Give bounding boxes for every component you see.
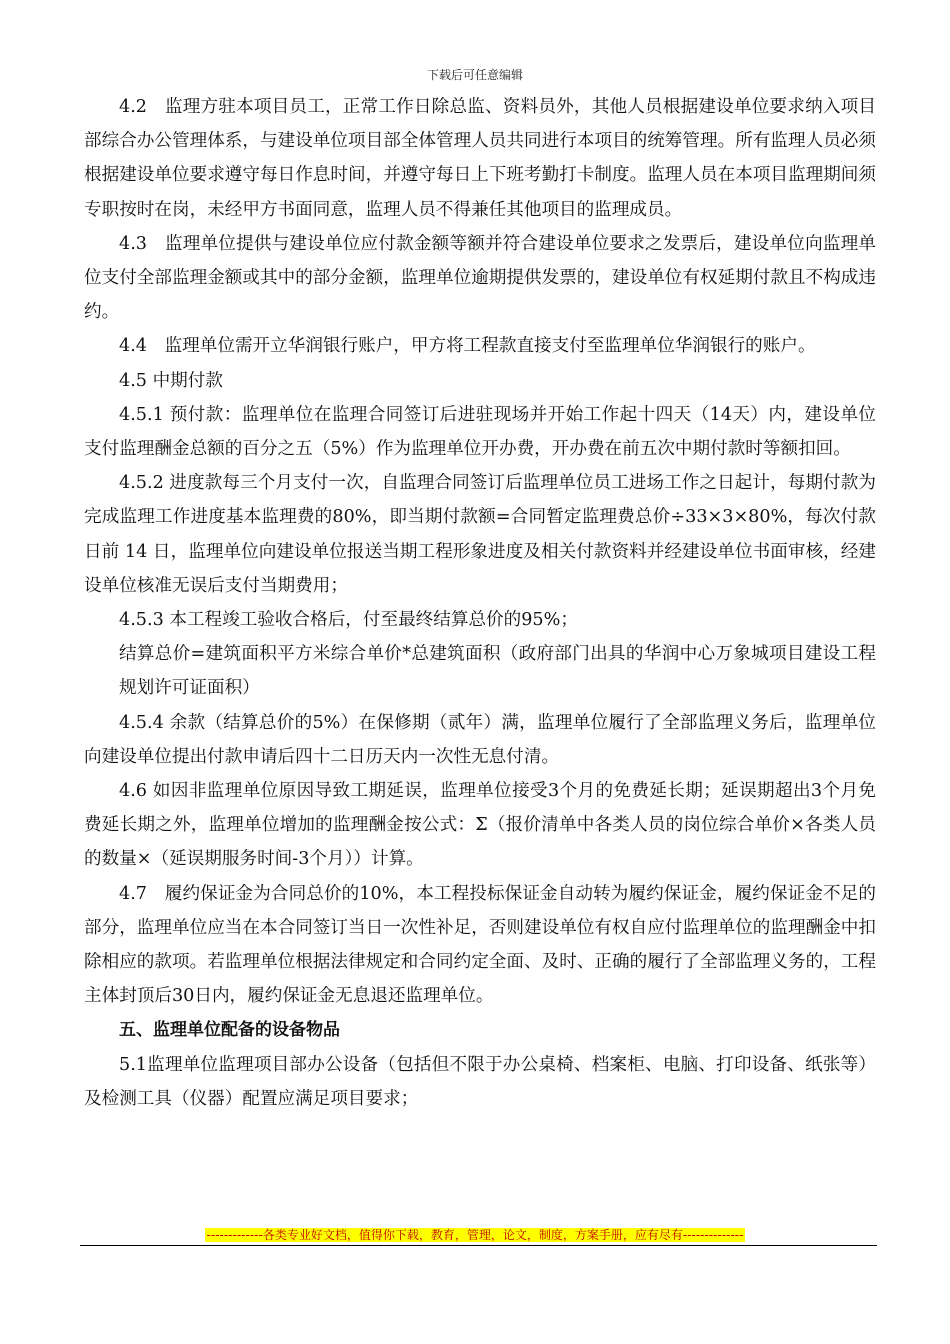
section-heading: 五、监理单位配备的设备物品 [119,1020,340,1041]
header-note: 下载后可任意编辑 [426,68,523,82]
paragraph-4-5-4: 4.5.4 余款（结算总价的5%）在保修期（贰年）满，监理单位履行了全部监理义务后，监理单位向建设单位提出付款申请后四十二日历天内一次性无息付清。 [84,712,876,767]
paragraph-4-5-1: 4.5.1 预付款：监理单位在监理合同签订后进驻现场并开始工作起十四天（14天）内，建设单位支付监理酬金总额的百分之五（5%）作为监理单位开办费，开办费在前五次中期付款时等额扣回。 [84,404,877,460]
paragraph-4-5-3: 4.5.3 本工程竣工验收合格后，付至最终结算总价的95%； [119,610,578,631]
paragraph-4-4: 4.4 监理单位需开立华润银行账户，甲方将工程款直接支付至监理单位华润银行的账户。 [119,336,816,357]
paragraph-4-3: 4.3 监理单位提供与建设单位应付款金额等额并符合建设单位要求之发票后，建设单位向监理单位支付全部监理金额或其中的部分金额，监理单位逾期提供发票的，建设单位有权延期付款且不构成违约。 [84,233,876,323]
footer-divider [80,1245,877,1246]
paragraph-4-5-2: 4.5.2 进度款每三个月支付一次，自监理合同签订后监理单位员工进场工作之日起计，每期付款为完成监理工作进度基本监理费的80%，即当期付款额=合同暂定监理费总价÷33×3×80%，每次付款日前 14 日，监理单位向建设单位报送当期工程形象进度及相关付款资料并经建设单位书面审核，经建设单位核准无误后支付当期费用； [84,473,876,596]
footer-banner-text: -------------各类专业好文档，值得你下载，教育，管理，论文，制度，方案手册，应有尽有-------------- [206,1228,744,1242]
document-body [84,90,876,1116]
footer-banner [0,1224,950,1243]
paragraph-4-6: 4.6 如因非监理单位原因导致工期延误，监理单位接受3个月的免费延长期；延误期超出3个月免费延长期之外，监理单位增加的监理酬金按公式：Σ（报价清单中各类人员的岗位综合单价×各类人员的数量×（延误期服务时间-3个月））计算。 [84,781,876,870]
paragraph-4-2: 4.2 监理方驻本项目员工，正常工作日除总监、资料员外，其他人员根据建设单位要求纳入项目部综合办公管理体系，与建设单位项目部全体管理人员共同进行本项目的统筹管理。所有监理人员必须根据建设单位要求遵守每日作息时间，并遵守每日上下班考勤打卡制度。监理人员在本项目监理期间须专职按时在岗，未经甲方书面同意，监理人员不得兼任其他项目的监理成员。 [84,97,876,220]
paragraph-settlement-formula: 结算总价=建筑面积平方米综合单价*总建筑面积（政府部门出具的华润中心万象城项目建设工程规划许可证面积） [119,644,876,699]
paragraph-4-5: 4.5 中期付款 [119,370,223,391]
paragraph-5-1: 5.1监理单位监理项目部办公设备（包括但不限于办公桌椅、档案柜、电脑、打印设备、纸张等）及检测工具（仪器）配置应满足项目要求； [84,1054,876,1109]
paragraph-4-7: 4.7 履约保证金为合同总价的10%，本工程投标保证金自动转为履约保证金，履约保证金不足的部分，监理单位应当在本合同签订当日一次性补足，否则建设单位有权自应付监理单位的监理酬金中扣除相应的款项。若监理单位根据法律规定和合同约定全面、及时、正确的履行了全部监理义务的，工程主体封顶后30日内，履约保证金无息退还监理单位。 [84,883,876,1007]
